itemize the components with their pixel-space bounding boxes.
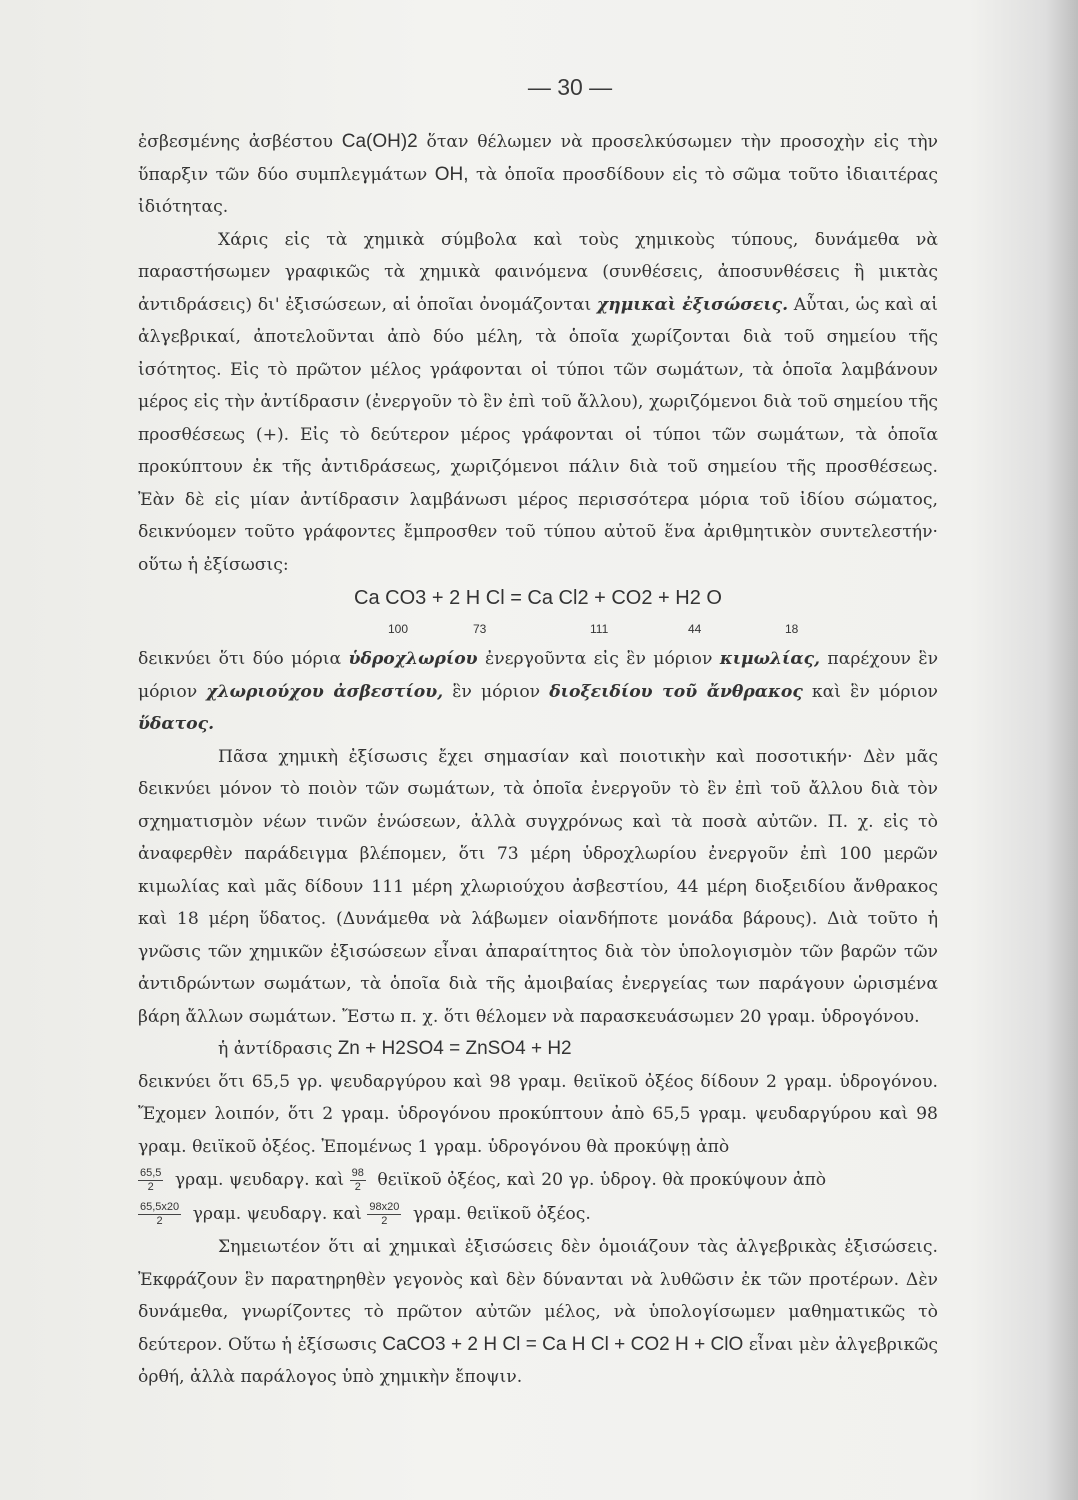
fraction-98-over-2: $\frac{98}{2}$ [351,1167,364,1193]
paragraph-4: Πᾶσα χημικὴ ἐξίσωσις ἔχει σημασίαν καὶ ποιοτικὴν καὶ ποσοτικήν· Δὲν μᾶς δεικνύει μόνον τὸ ποιὸν τῶν σωμάτων, τὰ ὁποῖα ἐνεργοῦν τὸ ἓν ἐπὶ τοῦ ἄλλου διὰ τὸν σχηματισμὸν νέων τινῶν ἑνώσεων, ἀλλὰ συγχρόνως καὶ τὰ ποσὰ αὐτῶν. Π. χ. εἰς τὸ ἀναφερθὲν παράδειγμα βλέπομεν, ὅτι 73 μέρη ὑδροχλωρίου ἐνεργοῦν ἐπὶ 100 μερῶν κιμωλίας καὶ μᾶς δίδουν 111 μέρη χλωριούχου ἀσβεστίου, 44 μέρη διοξειδίου ἄνθρακος καὶ 18 μέρη ὕδατος. (Δυνάμεθα νὰ λάβωμεν οἱανδήποτε μονάδα βάρους). Διὰ τοῦτο ἡ γνῶσις τῶν χημικῶν ἐξισώσεων εἶναι ἀπαραίτητος διὰ τὸν ὑπολογισμὸν τῶν βαρῶν τῶν ἀντιδρώντων σωμάτων, τὰ ὁποῖα διὰ τῆς ἀμοιβαίας ἐνεργείας των παράγουν ὡρισμένα βάρη ἄλλων σωμάτων. Ἔστω π. χ. ὅτι θέλομεν νὰ παρασκευάσωμεν 20 γραμ. ὑδρογόνου. [138,746,938,1027]
formula-oh: OH, [434,163,469,185]
paragraph-2: Χάρις εἰς τὰ χημικὰ σύμβολα καὶ τοὺς χημικοὺς τύπους, δυνάμεθα νὰ παραστήσωμεν γραφικῶς τὰ χημικὰ φαινόμενα (συνθέσεις, ἀποσυνθέσεις ἢ μικτὰς ἀντιδράσεις) δι' ἐξισώσεων, αἱ ὁποῖαι ὀνομάζονται χημικαὶ ἐξισώσεις. Αὗται, ὡς καὶ αἱ ἀλγεβρικαί, ἀποτελοῦνται ἀπὸ δύο μέλη, τὰ ὁποῖα χωρίζονται διὰ τοῦ σημείου τῆς ἰσότητος. Εἰς τὸ πρῶτον μέλος γράφονται οἱ τύποι τῶν σωμάτων, τὰ ὁποῖα λαμβάνουν μέρος εἰς τὴν ἀντίδρασιν (ἐνεργοῦν τὸ ἓν ἐπὶ τοῦ ἄλλου), χωριζόμενοι διὰ τοῦ σημείου τῆς προσθέσεως (+). Εἰς τὸ δεύτερον μέρος γράφονται οἱ τύποι τῶν σωμάτων, τὰ ὁποῖα προκύπτουν ἐκ τῆς ἀντιδράσεως, χωριζόμενοι πάλιν διὰ τοῦ σημείου τῆς προσθέσεως. Ἐὰν δὲ εἰς μίαν ἀντίδρασιν λαμβάνωσι μέρος περισσότερα μόρια τοῦ ἰδίου σώματος, δεικνύομεν τοῦτο γράφοντες ἔμπροσθεν τοῦ τύπου αὐτοῦ ἕνα ἀριθμητικὸν συντελεστήν· οὕτω ἡ ἐξίσωσις: [138,229,939,575]
mass-co2: 44 [688,622,702,636]
term-chemical-equations: χημικαὶ ἐξισώσεις. [596,294,789,315]
fraction-line-2: $\frac{65,5x20}{2}$ γραμ. ψευδαργ. καὶ $\frac{98x20}{2}$ γραμ. θειϊκοῦ ὀξέος. [140,1201,591,1227]
paragraph-3: δεικνύει ὅτι δύο μόρια ὑδροχλωρίου ἐνεργοῦντα εἰς ἓν μόριον κιμωλίας, παρέχουν ἓν μόριον χλωριούχου ἀσβεστίου, ἓν μόριον διοξειδίου τοῦ ἄνθρακος καὶ ἓν μόριον ὕδατος. [138,649,939,734]
equation-zn-h2so4: Zn + H2SO4 = ZnSO4 + H2 [337,1038,572,1059]
formula-caoh2: Ca(OH)2 [341,131,418,152]
paragraph-1: ἐσβεσμένης ἀσβέστου Ca(OH)2 ὅταν θέλωμεν νὰ προσελκύσωμεν τὴν προσοχὴν εἰς τὴν ὕπαρξιν τῶν δύο συμπλεγμάτων OH, τὰ ὁποῖα προσδίδουν εἰς τὸ σῶμα τοῦτο ἰδιαιτέρας ἰδιότητας. [138,131,939,217]
fraction-65-5-over-2: $\frac{65,5}{2}$ [140,1167,162,1193]
equation-absurd: CaCO3 + 2 H Cl = Ca H Cl + CO2 H + ClO [382,1333,744,1355]
paragraph-5: ἡ ἀντίδρασις Zn + H2SO4 = ZnSO4 + H2 [218,1038,572,1059]
equation-molar-masses [138,611,938,643]
page-number: — 30 — [527,74,613,100]
equation-caco3-hcl: Ca CO3 + 2 H Cl = Ca Cl2 + CO2 + H2 O [354,587,722,609]
mass-cacl2: 111 [590,622,609,636]
fraction-98x20-over-2: $\frac{98x20}{2}$ [369,1201,400,1227]
mass-caco3: 100 [388,622,409,636]
fraction-line-1: $\frac{65,5}{2}$ γραμ. ψευδαργ. καὶ $\frac{98}{2}$ θειϊκοῦ ὀξέος, καὶ 20 γρ. ὑδρογ. θὰ προκύψουν ἀπὸ [140,1167,827,1193]
fraction-65-5x20-over-2: $\frac{65,5x20}{2}$ [140,1201,180,1227]
paragraph-7: Σημειωτέον ὅτι αἱ χημικαὶ ἐξισώσεις δὲν ὁμοιάζουν τὰς ἀλγεβρικὰς ἐξισώσεις. Ἐκφράζουν ἓν παρατηρηθὲν γεγονὸς καὶ δὲν δύνανται νὰ λυθῶσιν ἐκ τῶν προτέρων. Δὲν δυνάμεθα, γνωρίζοντες τὸ πρῶτον αὐτῶν μέλος, νὰ ὑπολογίσωμεν μαθηματικῶς τὸ δεύτερον. Οὕτω ἡ ἐξίσωσις CaCO3 + 2 H Cl = Ca H Cl + CO2 H + ClO εἶναι μὲν ἀλγεβρικῶς ὀρθή, ἀλλὰ παράλογος ὑπὸ χημικὴν ἔποψιν. [138,1237,939,1387]
mass-hcl: 73 [473,622,487,636]
body-text [138,126,938,1394]
mass-h2o: 18 [785,622,799,636]
paragraph-6: δεικνύει ὅτι 65,5 γρ. ψευδαργύρου καὶ 98 γραμ. θειϊκοῦ ὀξέος δίδουν 2 γραμ. ὑδρογόνου. Ἔχομεν λοιπόν, ὅτι 2 γραμ. ὑδρογόνου προκύπτουν ἀπὸ 65,5 γραμ. ψευδαργύρου καὶ 98 γραμ. θειϊκοῦ ὀξέος. Ἐπομένως 1 γραμ. ὑδρογόνου θὰ προκύψῃ ἀπὸ [138,1071,938,1157]
